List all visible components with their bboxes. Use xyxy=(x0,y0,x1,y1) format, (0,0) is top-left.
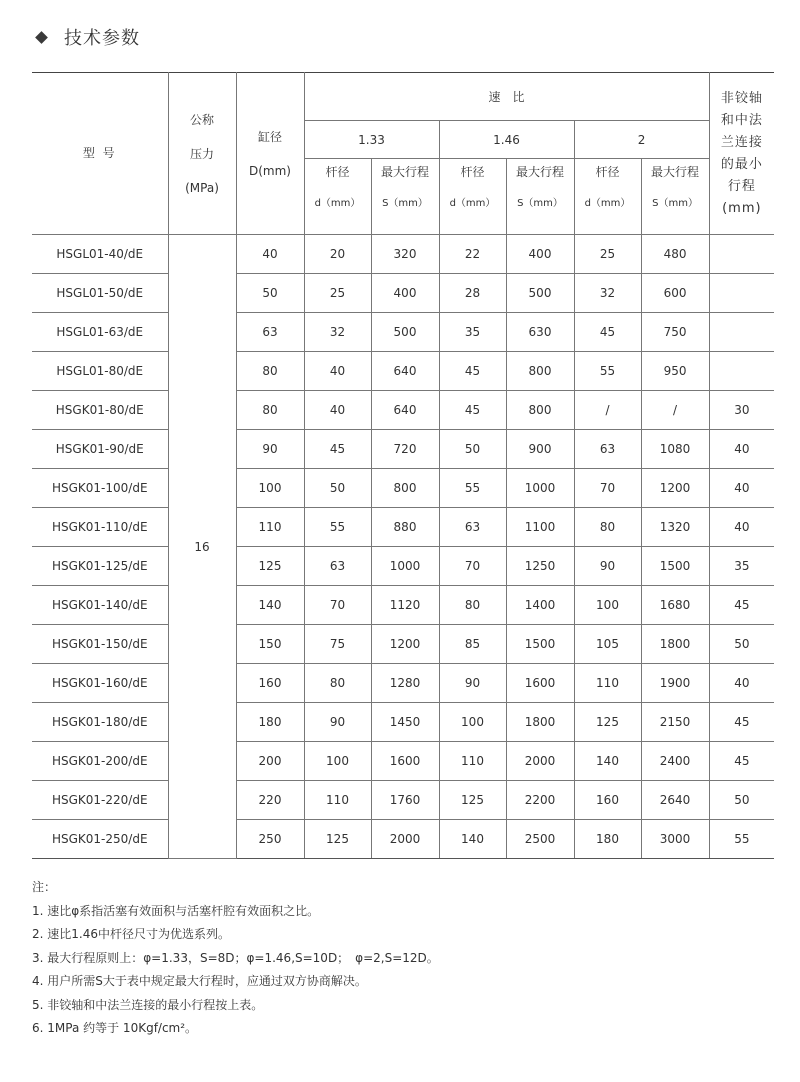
rod-146-cell: 110 xyxy=(439,742,506,781)
note-item: 2. 速比1.46中杆径尺寸为优选系列。 xyxy=(32,927,230,941)
model-cell: HSGK01-220/dE xyxy=(32,781,168,820)
stroke-133-cell: 1000 xyxy=(371,547,439,586)
ratio-header-2: 2 xyxy=(574,121,709,159)
stroke-2-cell: / xyxy=(641,391,709,430)
rod-2-cell: 70 xyxy=(574,469,641,508)
min-stroke-cell: 40 xyxy=(709,430,774,469)
bore-cell: 40 xyxy=(236,235,304,274)
bore-cell: 63 xyxy=(236,313,304,352)
stroke-146-cell: 1800 xyxy=(506,703,574,742)
table-row xyxy=(32,820,774,859)
rod-header-1: 杆径 d（mm） xyxy=(304,159,371,235)
rod-133-cell: 63 xyxy=(304,547,371,586)
stroke-133-cell: 1760 xyxy=(371,781,439,820)
bore-cell: 80 xyxy=(236,352,304,391)
rod-146-cell: 35 xyxy=(439,313,506,352)
stroke-2-cell: 1680 xyxy=(641,586,709,625)
stroke-2-cell: 1200 xyxy=(641,469,709,508)
rod-133-cell: 100 xyxy=(304,742,371,781)
table-row xyxy=(32,664,774,703)
rod-2-cell: 32 xyxy=(574,274,641,313)
min-stroke-cell: 30 xyxy=(709,391,774,430)
stroke-2-cell: 3000 xyxy=(641,820,709,859)
bore-cell: 160 xyxy=(236,664,304,703)
bore-header: 缸径 D(mm) xyxy=(236,73,304,235)
rod-146-cell: 45 xyxy=(439,352,506,391)
model-cell: HSGK01-200/dE xyxy=(32,742,168,781)
rod-2-cell: 105 xyxy=(574,625,641,664)
rod-2-cell: 55 xyxy=(574,352,641,391)
stroke-2-cell: 750 xyxy=(641,313,709,352)
rod-133-cell: 32 xyxy=(304,313,371,352)
rod-2-cell: 180 xyxy=(574,820,641,859)
header-row-speed xyxy=(32,73,774,121)
bore-cell: 80 xyxy=(236,391,304,430)
rod-133-cell: 80 xyxy=(304,664,371,703)
rod-146-cell: 100 xyxy=(439,703,506,742)
ratio-header-1-46: 1.46 xyxy=(439,121,574,159)
rod-146-cell: 28 xyxy=(439,274,506,313)
stroke-2-cell: 950 xyxy=(641,352,709,391)
rod-133-cell: 55 xyxy=(304,508,371,547)
model-cell: HSGK01-90/dE xyxy=(32,430,168,469)
table-row xyxy=(32,430,774,469)
rod-2-cell: 90 xyxy=(574,547,641,586)
stroke-133-cell: 640 xyxy=(371,391,439,430)
rod-146-cell: 63 xyxy=(439,508,506,547)
table-row xyxy=(32,547,774,586)
min-stroke-header: 非铰轴和中法兰连接的最小行程(mm) xyxy=(709,73,774,235)
section-title: 技术参数 xyxy=(64,28,140,49)
rod-146-cell: 80 xyxy=(439,586,506,625)
min-stroke-cell xyxy=(709,274,774,313)
stroke-2-cell: 2400 xyxy=(641,742,709,781)
table-row xyxy=(32,703,774,742)
model-cell: HSGK01-250/dE xyxy=(32,820,168,859)
stroke-133-cell: 400 xyxy=(371,274,439,313)
rod-2-cell: 45 xyxy=(574,313,641,352)
stroke-2-cell: 1500 xyxy=(641,547,709,586)
rod-133-cell: 75 xyxy=(304,625,371,664)
model-cell: HSGK01-110/dE xyxy=(32,508,168,547)
note-item: 1. 速比φ系指活塞有效面积与活塞杆腔有效面积之比。 xyxy=(32,903,320,918)
pressure-cell: 16 xyxy=(168,235,236,859)
stroke-146-cell: 500 xyxy=(506,274,574,313)
stroke-146-cell: 1400 xyxy=(506,586,574,625)
stroke-2-cell: 480 xyxy=(641,235,709,274)
rod-2-cell: / xyxy=(574,391,641,430)
bore-cell: 100 xyxy=(236,469,304,508)
model-header: 型 号 xyxy=(32,73,168,235)
notes xyxy=(32,876,439,1041)
bore-cell: 150 xyxy=(236,625,304,664)
table-row xyxy=(32,469,774,508)
bore-cell: 90 xyxy=(236,430,304,469)
stroke-2-cell: 1080 xyxy=(641,430,709,469)
stroke-133-cell: 2000 xyxy=(371,820,439,859)
min-stroke-cell xyxy=(709,313,774,352)
model-cell: HSGK01-150/dE xyxy=(32,625,168,664)
speed-ratio-header: 速 比 xyxy=(304,73,709,121)
bore-cell: 180 xyxy=(236,703,304,742)
stroke-2-cell: 1320 xyxy=(641,508,709,547)
model-cell: HSGL01-50/dE xyxy=(32,274,168,313)
rod-146-cell: 22 xyxy=(439,235,506,274)
rod-2-cell: 100 xyxy=(574,586,641,625)
min-stroke-cell: 45 xyxy=(709,742,774,781)
stroke-146-cell: 2500 xyxy=(506,820,574,859)
model-cell: HSGL01-63/dE xyxy=(32,313,168,352)
model-cell: HSGL01-40/dE xyxy=(32,235,168,274)
model-cell: HSGK01-100/dE xyxy=(32,469,168,508)
model-cell: HSGK01-160/dE xyxy=(32,664,168,703)
stroke-146-cell: 1600 xyxy=(506,664,574,703)
stroke-133-cell: 500 xyxy=(371,313,439,352)
pressure-header: 公称 压力 (MPa) xyxy=(168,73,236,235)
rod-133-cell: 110 xyxy=(304,781,371,820)
rod-133-cell: 125 xyxy=(304,820,371,859)
stroke-2-cell: 1800 xyxy=(641,625,709,664)
rod-133-cell: 50 xyxy=(304,469,371,508)
notes-title: 注： xyxy=(32,880,57,894)
bore-cell: 220 xyxy=(236,781,304,820)
note-item: 3. 最大行程原则上：φ=1.33，S=8D；φ=1.46,S=10D； φ=2,S=12D。 xyxy=(32,950,439,965)
min-stroke-cell: 50 xyxy=(709,625,774,664)
stroke-133-cell: 1600 xyxy=(371,742,439,781)
spec-table xyxy=(32,72,774,859)
table-row xyxy=(32,508,774,547)
bore-cell: 125 xyxy=(236,547,304,586)
stroke-146-cell: 1500 xyxy=(506,625,574,664)
rod-146-cell: 55 xyxy=(439,469,506,508)
stroke-146-cell: 2200 xyxy=(506,781,574,820)
min-stroke-cell: 35 xyxy=(709,547,774,586)
stroke-2-cell: 2640 xyxy=(641,781,709,820)
stroke-133-cell: 720 xyxy=(371,430,439,469)
min-stroke-cell: 55 xyxy=(709,820,774,859)
note-item: 5. 非铰轴和中法兰连接的最小行程按上表。 xyxy=(32,997,264,1012)
min-stroke-cell: 45 xyxy=(709,703,774,742)
rod-146-cell: 50 xyxy=(439,430,506,469)
bore-cell: 140 xyxy=(236,586,304,625)
rod-header-3: 杆径 d（mm） xyxy=(574,159,641,235)
stroke-146-cell: 800 xyxy=(506,391,574,430)
stroke-133-cell: 1280 xyxy=(371,664,439,703)
table-row xyxy=(32,742,774,781)
table-row xyxy=(32,352,774,391)
stroke-133-cell: 320 xyxy=(371,235,439,274)
table-row xyxy=(32,391,774,430)
stroke-146-cell: 1000 xyxy=(506,469,574,508)
bore-cell: 110 xyxy=(236,508,304,547)
stroke-2-cell: 1900 xyxy=(641,664,709,703)
min-stroke-cell: 50 xyxy=(709,781,774,820)
rod-146-cell: 85 xyxy=(439,625,506,664)
min-stroke-cell: 45 xyxy=(709,586,774,625)
note-item: 4. 用户所需S大于表中规定最大行程时，应通过双方协商解决。 xyxy=(32,974,367,988)
rod-2-cell: 110 xyxy=(574,664,641,703)
min-stroke-cell: 40 xyxy=(709,664,774,703)
stroke-146-cell: 1250 xyxy=(506,547,574,586)
stroke-header-2: 最大行程 S（mm） xyxy=(506,159,574,235)
rod-133-cell: 45 xyxy=(304,430,371,469)
table-row xyxy=(32,781,774,820)
bore-cell: 50 xyxy=(236,274,304,313)
rod-133-cell: 25 xyxy=(304,274,371,313)
rod-146-cell: 90 xyxy=(439,664,506,703)
rod-146-cell: 125 xyxy=(439,781,506,820)
rod-2-cell: 160 xyxy=(574,781,641,820)
min-stroke-cell: 40 xyxy=(709,508,774,547)
stroke-header-1: 最大行程 S（mm） xyxy=(371,159,439,235)
rod-2-cell: 140 xyxy=(574,742,641,781)
ratio-header-1-33: 1.33 xyxy=(304,121,439,159)
stroke-146-cell: 1100 xyxy=(506,508,574,547)
stroke-133-cell: 640 xyxy=(371,352,439,391)
bore-cell: 200 xyxy=(236,742,304,781)
model-cell: HSGK01-125/dE xyxy=(32,547,168,586)
model-cell: HSGL01-80/dE xyxy=(32,352,168,391)
model-cell: HSGK01-140/dE xyxy=(32,586,168,625)
rod-133-cell: 20 xyxy=(304,235,371,274)
rod-133-cell: 90 xyxy=(304,703,371,742)
rod-2-cell: 63 xyxy=(574,430,641,469)
stroke-146-cell: 900 xyxy=(506,430,574,469)
stroke-header-3: 最大行程 S（mm） xyxy=(641,159,709,235)
stroke-2-cell: 600 xyxy=(641,274,709,313)
stroke-133-cell: 880 xyxy=(371,508,439,547)
stroke-133-cell: 1120 xyxy=(371,586,439,625)
min-stroke-cell xyxy=(709,235,774,274)
rod-133-cell: 70 xyxy=(304,586,371,625)
stroke-146-cell: 630 xyxy=(506,313,574,352)
stroke-146-cell: 2000 xyxy=(506,742,574,781)
stroke-133-cell: 800 xyxy=(371,469,439,508)
stroke-133-cell: 1200 xyxy=(371,625,439,664)
rod-2-cell: 80 xyxy=(574,508,641,547)
rod-133-cell: 40 xyxy=(304,391,371,430)
section-header xyxy=(35,25,140,49)
rod-2-cell: 25 xyxy=(574,235,641,274)
stroke-2-cell: 2150 xyxy=(641,703,709,742)
table-row xyxy=(32,313,774,352)
rod-146-cell: 45 xyxy=(439,391,506,430)
rod-2-cell: 125 xyxy=(574,703,641,742)
rod-133-cell: 40 xyxy=(304,352,371,391)
table-row xyxy=(32,586,774,625)
min-stroke-cell: 40 xyxy=(709,469,774,508)
rod-header-2: 杆径 d（mm） xyxy=(439,159,506,235)
diamond-bullet-icon xyxy=(35,31,48,44)
note-item: 6. 1MPa 约等于 10Kgf/cm²。 xyxy=(32,1021,198,1035)
rod-146-cell: 70 xyxy=(439,547,506,586)
table-row xyxy=(32,625,774,664)
stroke-146-cell: 400 xyxy=(506,235,574,274)
model-cell: HSGK01-180/dE xyxy=(32,703,168,742)
stroke-133-cell: 1450 xyxy=(371,703,439,742)
stroke-146-cell: 800 xyxy=(506,352,574,391)
table-row xyxy=(32,235,774,274)
rod-146-cell: 140 xyxy=(439,820,506,859)
table-row xyxy=(32,274,774,313)
model-cell: HSGK01-80/dE xyxy=(32,391,168,430)
min-stroke-cell xyxy=(709,352,774,391)
bore-cell: 250 xyxy=(236,820,304,859)
